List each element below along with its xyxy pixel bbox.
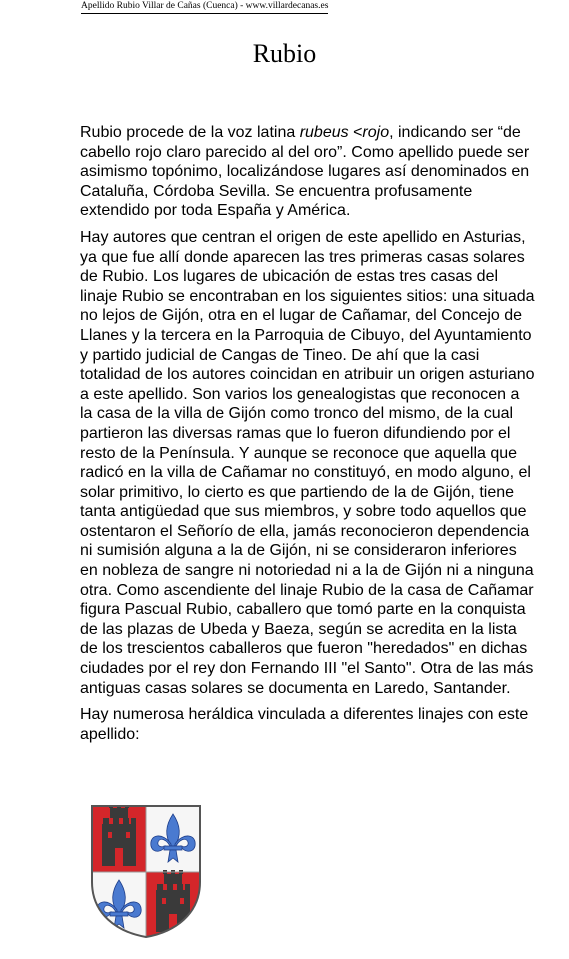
paragraph-heraldry: Hay numerosa heráldica vinculada a diferentes linajes con este apellido:	[80, 706, 529, 743]
article-body	[80, 123, 536, 744]
coat-of-arms-image	[87, 802, 205, 940]
paragraph-origin	[80, 123, 536, 221]
paragraph-origin-text-1: Rubio procede de la voz latina	[80, 124, 300, 141]
page-title: Rubio	[252, 39, 317, 68]
latin-word-rubeus: rubeus	[299, 124, 349, 141]
latin-word-rojo: rojo	[362, 124, 390, 141]
header-caption: Apellido Rubio Villar de Cañas (Cuenca) - www.villardecanas.es	[81, 1, 328, 14]
paragraph-history: Hay autores que centran el origen de este apellido en Asturias, ya que fue allí donde aparecen las tres primeras casas solares de Rubio. Los lugares de ubicación de estas tres casas del linaje Rubio se encontraban en los siguientes sitios: una situada no lejos de Gijón, otra en el lugar de Cañamar, del Concejo de Llanes y la tercera en la Parroquia de Cibuyo, del Ayuntamiento y partido judicial de Cangas de Tineo. De ahí que la casi totalidad de los autores coincidan en atribuir un origen asturiano a este apellido. Son varios los genealogistas que reconocen a la casa de la villa de Gijón como tronco del mismo, de la cual partieron las diversas ramas que lo fueron difundiendo por el resto de la Península. Y aunque se reconoce que aquella que radicó en la villa de Cañamar no constituyó, en modo alguno, el solar primitivo, lo cierto es que partiendo de la de Gijón, tiene tanta antigüedad que sus miembros, y sobre todo aquellos que ostentaron el Señorío de ella, jamás reconocieron dependencia ni sumisión alguna a la de Gijón, ni se consideraron inferiores en nobleza de sangre ni notoriedad ni a la de Gijón ni a ninguna otra. Como ascendiente del linaje Rubio de la casa de Cañamar figura Pascual Rubio, caballero que tomó parte en la conquista de las plazas de Ubeda y Baeza, según se acredita en la lista de los trescientos caballeros que fueron "heredados" en dichas ciudades por el rey don Fernando III "el Santo". Otra de las más antiguas casas solares se documenta en Laredo, Santander.	[80, 228, 535, 697]
paragraph-origin-text-3: , indicando ser “de cabello rojo claro parecido al del oro”. Como apellido puede ser asimismo topónimo, localizándose lugares así denominados en Cataluña, Córdoba Sevilla. Se encuentra profusamente extendido por toda España y América.	[80, 124, 530, 220]
paragraph-origin-text-2: <	[348, 124, 363, 141]
